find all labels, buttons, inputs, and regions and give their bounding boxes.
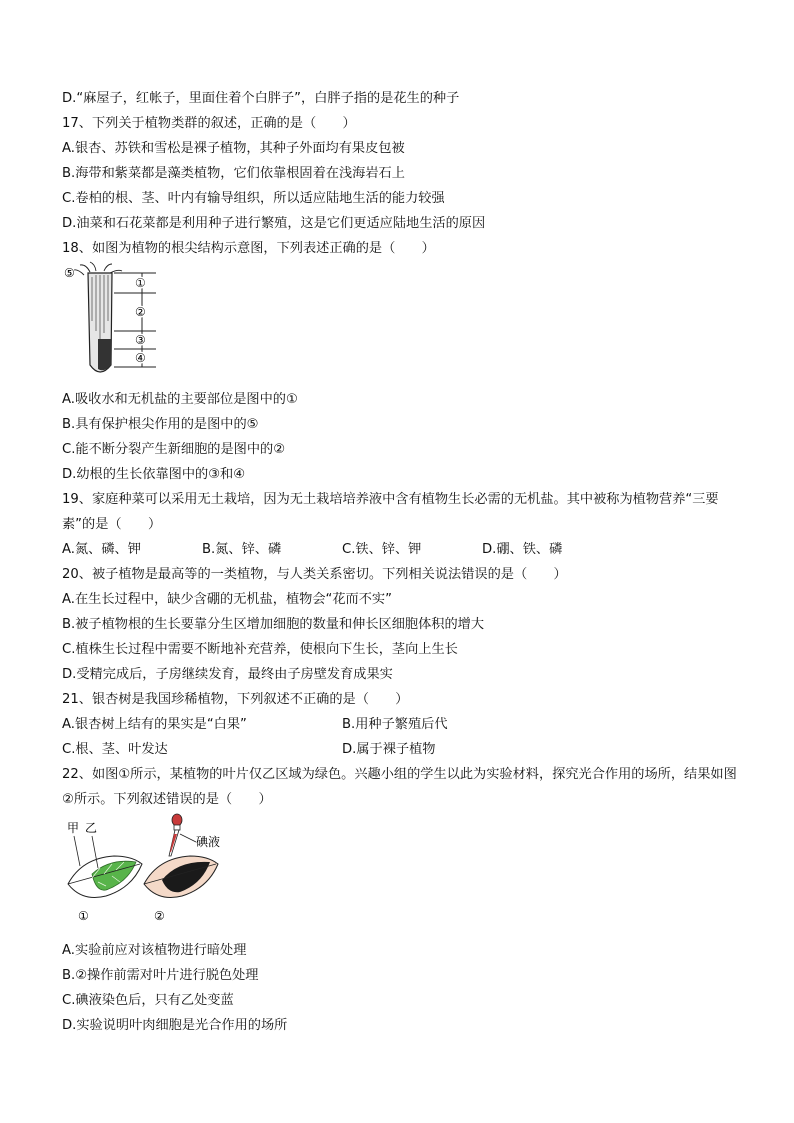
q19-option-b[interactable]: B.氮、锌、磷 <box>202 542 282 557</box>
q19-stem: 19、家庭种菜可以采用无土栽培，因为无土栽培培养液中含有植物生长必需的无机盐。其中被称为植物营养“三要素”的是（ ） <box>62 492 719 532</box>
leaf-1 <box>68 836 142 898</box>
dropper-icon <box>169 814 182 856</box>
q16-option-d: D.“麻屋子，红帐子，里面住着个白胖子”，白胖子指的是花生的种子 <box>62 91 460 106</box>
q21-option-a[interactable]: A.银杏树上结有的果实是“白果” <box>62 717 247 732</box>
q21-option-b[interactable]: B.用种子繁殖后代 <box>342 717 448 732</box>
q21-stem: 21、银杏树是我国珍稀植物，下列叙述不正确的是（ ） <box>62 692 409 707</box>
q21-options-row-2 <box>62 737 742 762</box>
leaf-2 <box>144 856 218 898</box>
q20-option-b[interactable]: B.被子植物根的生长要靠分生区增加细胞的数量和伸长区细胞体积的增大 <box>62 617 485 632</box>
label-2: ② <box>135 305 146 319</box>
label-4: ④ <box>135 351 146 365</box>
root-tip-figure <box>62 261 742 387</box>
q22-option-b[interactable]: B.②操作前需对叶片进行脱色处理 <box>62 968 259 983</box>
q17-option-a[interactable]: A.银杏、苏铁和雪松是裸子植物，其种子外面均有果皮包被 <box>62 141 405 156</box>
label-fig2: ② <box>154 909 165 923</box>
leaf-figure <box>62 812 742 938</box>
q19-options <box>62 537 742 562</box>
q18-option-d[interactable]: D.幼根的生长依靠图中的③和④ <box>62 467 246 482</box>
leaf-experiment-diagram <box>62 812 262 934</box>
label-fig1: ① <box>78 909 89 923</box>
label-jia: 甲 <box>67 821 80 835</box>
q20-option-d[interactable]: D.受精完成后，子房继续发育，最终由子房壁发育成果实 <box>62 667 393 682</box>
q22-stem: 22、如图①所示，某植物的叶片仅乙区域为绿色。兴趣小组的学生以此为实验材料，探究光合作用的场所，结果如图②所示。下列叙述错误的是（ ） <box>62 767 737 807</box>
q21-options-row-1 <box>62 712 742 737</box>
q19-option-c[interactable]: C.铁、锌、钾 <box>342 542 422 557</box>
q18-stem: 18、如图为植物的根尖结构示意图，下列表述正确的是（ ） <box>62 241 435 256</box>
q18-option-b[interactable]: B.具有保护根尖作用的是图中的⑤ <box>62 417 259 432</box>
q22-option-d[interactable]: D.实验说明叶肉细胞是光合作用的场所 <box>62 1018 288 1033</box>
q18-option-c[interactable]: C.能不断分裂产生新细胞的是图中的② <box>62 442 286 457</box>
label-3: ③ <box>135 333 146 347</box>
q17-option-c[interactable]: C.卷柏的根、茎、叶内有输导组织，所以适应陆地生活的能力较强 <box>62 191 445 206</box>
label-1: ① <box>135 276 146 290</box>
q20-option-a[interactable]: A.在生长过程中，缺少含硼的无机盐，植物会“花而不实” <box>62 592 392 607</box>
q17-option-b[interactable]: B.海带和紫菜都是藻类植物，它们依靠根固着在浅海岩石上 <box>62 166 405 181</box>
q20-stem: 20、被子植物是最高等的一类植物，与人类关系密切。下列相关说法错误的是（ ） <box>62 567 567 582</box>
root-tip-diagram <box>62 261 192 385</box>
q17-option-d[interactable]: D.油菜和石花菜都是利用种子进行繁殖，这是它们更适应陆地生活的原因 <box>62 216 486 231</box>
q17-stem: 17、下列关于植物类群的叙述，正确的是（ ） <box>62 116 356 131</box>
label-yi: 乙 <box>85 821 98 835</box>
q21-option-d[interactable]: D.属于裸子植物 <box>342 742 436 757</box>
q18-option-a[interactable]: A.吸收水和无机盐的主要部位是图中的① <box>62 392 298 407</box>
q21-option-c[interactable]: C.根、茎、叶发达 <box>62 742 168 757</box>
q20-option-c[interactable]: C.植株生长过程中需要不断地补充营养，使根向下生长，茎向上生长 <box>62 642 458 657</box>
q22-option-c[interactable]: C.碘液染色后，只有乙处变蓝 <box>62 993 234 1008</box>
root-cap-dark <box>98 339 111 370</box>
label-iodine: 碘液 <box>196 835 221 849</box>
q22-option-a[interactable]: A.实验前应对该植物进行暗处理 <box>62 943 247 958</box>
q19-option-d[interactable]: D.硼、铁、磷 <box>482 542 563 557</box>
q19-option-a[interactable]: A.氮、磷、钾 <box>62 542 141 557</box>
label-5: ⑤ <box>64 266 75 280</box>
exam-page <box>62 86 742 1038</box>
